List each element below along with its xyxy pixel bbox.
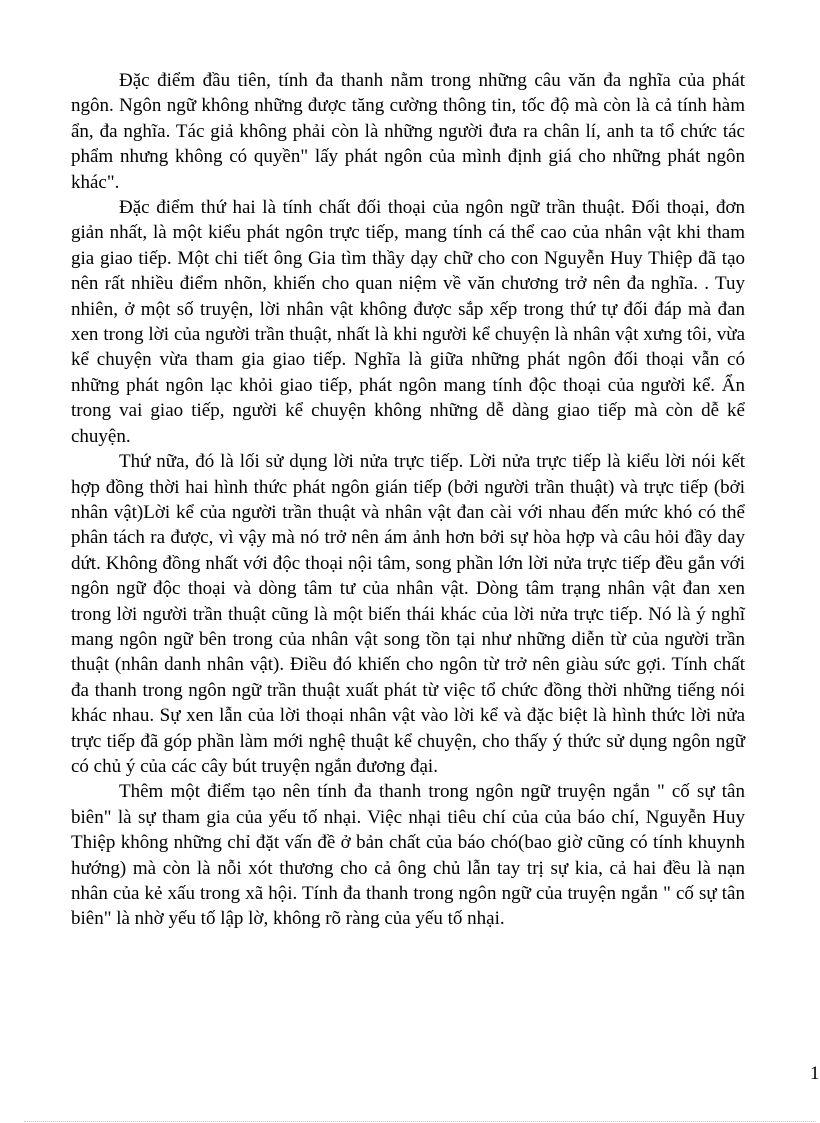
paragraph-3: Thứ nữa, đó là lối sử dụng lời nửa trực tiếp. Lời nửa trực tiếp là kiểu lời nói kết hợp đồng thời hai hình thức phát ngôn gián tiếp (bởi người trần thuật) và trực tiếp (bởi nhân vật)Lời kể của người trần thuật và nhân vật đan cài với nhau đến mức khó có thể phân tách ra được, vì vậy mà nó trở nên ám ảnh hơn bởi sự hòa hợp và câu hỏi đầy day dứt. Không đồng nhất với độc thoại nội tâm, song phần lớn lời nửa trực tiếp đều gắn với ngôn ngữ độc thoại và dòng tâm tư của nhân vật. Dòng tâm trạng nhân vật đan xen trong lời người trần thuật cũng là một biến thái khác của lời nửa trực tiếp. Nó là ý nghĩ mang ngôn ngữ bên trong của nhân vật song tồn tại như những diễn từ của người trần thuật (nhân danh nhân vật). Điều đó khiến cho ngôn từ trở nên giàu sức gợi. Tính chất đa thanh trong ngôn ngữ trần thuật xuất phát từ việc tổ chức đồng thời những tiếng nói khác nhau. Sự xen lẫn của lời thoại nhân vật vào lời kể và đặc biệt là hình thức lời nửa trực tiếp đã góp phần làm mới nghệ thuật kể chuyện, cho thấy ý thức sử dụng ngôn ngữ có chủ ý của các cây bút truyện ngắn đương đại. [71,451,745,777]
page-bottom-divider [24,1121,816,1122]
body-text [71,68,745,932]
paragraph-2: Đặc điểm thứ hai là tính chất đối thoại của ngôn ngữ trần thuật. Đối thoại, đơn giản nhất, là một kiểu phát ngôn trực tiếp, mang tính cá thể cao của nhân vật khi tham gia giao tiếp. Một chi tiết ông Gia tìm thầy dạy chữ cho con Nguyễn Huy Thiệp đã tạo nên rất nhiều điểm nhõn, khiến cho quan niệm về văn chương trở nên đa nghĩa. . Tuy nhiên, ở một số truyện, lời nhân vật không được sắp xếp trong thứ tự đối đáp mà đan xen trong lời của người trần thuật, nhất là khi người kể chuyện là nhân vật xưng tôi, vừa kể chuyện vừa tham gia giao tiếp. Nghĩa là giữa những phát ngôn đối thoại vẫn có những phát ngôn lạc khỏi giao tiếp, phát ngôn mang tính độc thoại của người kể. Ẩn trong vai giao tiếp, người kể chuyện không những dễ dàng giao tiếp mà còn dễ kể chuyện. [71,197,745,447]
page-number: 1 [810,1063,820,1084]
paragraph-1: Đặc điểm đầu tiên, tính đa thanh nằm trong những câu văn đa nghĩa của phát ngôn. Ngôn ngữ không những được tăng cường thông tin, tốc độ mà còn là cả tính hàm ẩn, đa nghĩa. Tác giả không phải còn là những người đưa ra chân lí, anh ta tổ chức tác phẩm nhưng không có quyền" lấy phát ngôn của mình định giá cho những phát ngôn khác". [71,70,745,193]
paragraph-4: Thêm một điểm tạo nên tính đa thanh trong ngôn ngữ truyện ngắn " cố sự tân biên" là sự tham gia của yếu tố nhại. Việc nhại tiêu chí của của báo chí, Nguyễn Huy Thiệp không những chỉ đặt vấn đề ở bản chất của báo chó(bao giờ cũng có tính khuynh hướng) mà còn là nỗi xót thương cho cả ông chủ lẫn tay trị sự kia, cả hai đều là nạn nhân của kẻ xấu trong xã hội. Tính đa thanh trong ngôn ngữ của truyện ngắn " cố sự tân biên" là nhờ yếu tố lập lờ, không rõ ràng của yếu tố nhại. [71,781,745,930]
